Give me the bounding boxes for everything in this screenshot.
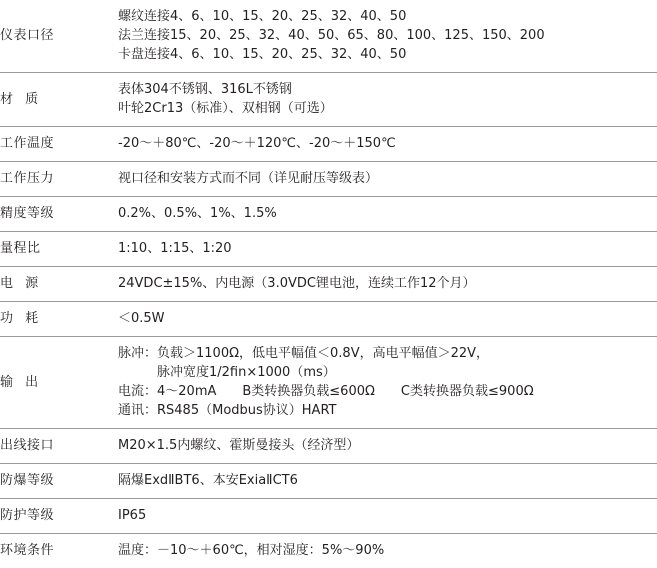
row-label [0, 464, 118, 499]
row-value-line: 电流：4～20mA B类转换器负载≤600Ω C类转换器负载≤900Ω [118, 382, 657, 401]
row-value-line: 通讯：RS485（Modbus协议）HART [118, 401, 657, 420]
table-row [0, 534, 657, 568]
row-label [0, 127, 118, 162]
row-label [0, 337, 118, 429]
table-row [0, 73, 657, 127]
row-value-line: ＜0.5W [118, 309, 657, 328]
row-label [0, 302, 118, 337]
row-label-text: 防护等级 [0, 506, 54, 525]
table-row [0, 429, 657, 464]
table-row [0, 464, 657, 499]
row-value [118, 429, 657, 464]
table-row [0, 337, 657, 429]
row-value [118, 267, 657, 302]
row-label [0, 267, 118, 302]
row-label-text: 防爆等级 [0, 471, 54, 490]
row-label [0, 162, 118, 197]
row-value [118, 302, 657, 337]
row-label [0, 197, 118, 232]
table-row [0, 267, 657, 302]
table-row [0, 232, 657, 267]
row-value-line: 表体304不锈钢、316L不锈钢 [118, 80, 657, 99]
row-label-text: 工作压力 [0, 169, 54, 188]
row-value-line: 叶轮2Cr13（标准）、双相钢（可选） [118, 99, 657, 118]
row-label-text: 精度等级 [0, 204, 54, 223]
row-value-line: -20～＋80℃、-20～＋120℃、-20～＋150℃ [118, 134, 657, 153]
row-value-line: IP65 [118, 506, 657, 525]
row-label [0, 0, 118, 73]
row-value-line: 卡盘连接4、6、10、15、20、25、32、40、50 [118, 45, 657, 64]
row-value [118, 0, 657, 73]
row-label-text: 电 源 [0, 274, 42, 293]
row-label [0, 232, 118, 267]
row-value [118, 232, 657, 267]
row-value-line: 脉冲宽度1/2fin×1000（ms） [118, 363, 657, 382]
row-value-line: 1:10、1:15、1:20 [118, 239, 657, 258]
row-value [118, 73, 657, 127]
row-value-line: M20×1.5内螺纹、霍斯曼接头（经济型） [118, 436, 657, 455]
table-row [0, 499, 657, 534]
row-value [118, 337, 657, 429]
row-value-line: 24VDC±15%、内电源（3.0VDC锂电池，连续工作12个月） [118, 274, 657, 293]
row-value [118, 464, 657, 499]
row-value [118, 197, 657, 232]
row-label-text: 环境条件 [0, 541, 54, 560]
row-label-text: 材 质 [0, 90, 42, 109]
row-label [0, 534, 118, 568]
row-label-text: 仪表口径 [0, 26, 54, 45]
row-label-text: 量程比 [0, 239, 41, 258]
table-row [0, 197, 657, 232]
row-label-text: 输 出 [0, 373, 42, 392]
table-row [0, 127, 657, 162]
table-row [0, 302, 657, 337]
row-value [118, 127, 657, 162]
row-value-line: 隔爆ExdⅡBT6、本安ExiaⅡCT6 [118, 471, 657, 490]
row-value-line: 0.2%、0.5%、1%、1.5% [118, 204, 657, 223]
row-label [0, 73, 118, 127]
row-label-text: 出线接口 [0, 436, 54, 455]
row-value-line: 法兰连接15、20、25、32、40、50、65、80、100、125、150、200 [118, 26, 657, 45]
row-label-text: 工作温度 [0, 134, 54, 153]
row-label-text: 功 耗 [0, 309, 42, 328]
row-value [118, 499, 657, 534]
table-row [0, 162, 657, 197]
row-label [0, 499, 118, 534]
table-row [0, 0, 657, 73]
row-value [118, 162, 657, 197]
row-value [118, 534, 657, 568]
row-label [0, 429, 118, 464]
row-value-line: 温度：－10～＋60℃，相对湿度：5%～90% [118, 541, 657, 560]
row-value-line: 脉冲：负载＞1100Ω，低电平幅值＜0.8V，高电平幅值＞22V， [118, 344, 657, 363]
row-value-line: 螺纹连接4、6、10、15、20、25、32、40、50 [118, 7, 657, 26]
row-value-line: 视口径和安装方式而不同（详见耐压等级表） [118, 169, 657, 188]
